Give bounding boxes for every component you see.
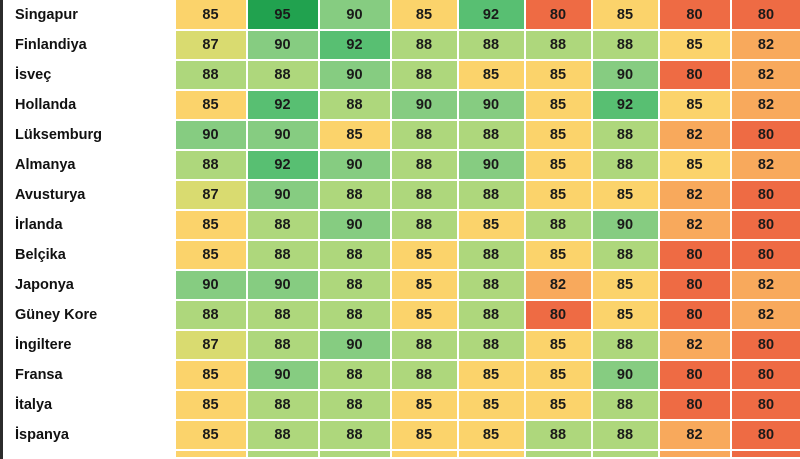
heatmap-cell: 87 [175,330,247,360]
heatmap-cell: 85 [175,390,247,420]
row-label: Belçika [2,240,175,270]
heatmap-cell: 88 [458,30,525,60]
heatmap-cell-partial [525,450,592,458]
heatmap-cell: 88 [319,420,391,450]
heatmap-cell: 88 [319,180,391,210]
row-label: Japonya [2,270,175,300]
heatmap-cell: 88 [319,270,391,300]
heatmap-cell: 90 [247,270,319,300]
heatmap-cell: 88 [391,210,458,240]
heatmap-cell: 85 [391,270,458,300]
heatmap-cell: 88 [247,240,319,270]
heatmap-cell: 80 [731,240,800,270]
row-label: İngiltere [2,330,175,360]
heatmap-cell: 85 [592,180,659,210]
heatmap-cell: 88 [319,300,391,330]
heatmap-cell: 80 [659,300,731,330]
row-label-partial [2,450,175,458]
heatmap-cell-partial [592,450,659,458]
heatmap-cell: 88 [458,300,525,330]
heatmap-cell: 88 [458,330,525,360]
heatmap-cell: 90 [247,360,319,390]
heatmap-cell: 88 [592,390,659,420]
heatmap-cell: 80 [731,420,800,450]
heatmap-cell: 82 [731,300,800,330]
heatmap-row [2,120,800,150]
heatmap-cell: 85 [391,390,458,420]
heatmap-cell: 88 [391,30,458,60]
heatmap-cell: 82 [525,270,592,300]
heatmap-cell: 88 [592,420,659,450]
heatmap-cell: 85 [525,60,592,90]
heatmap-cell: 88 [319,360,391,390]
heatmap-row [2,300,800,330]
heatmap-cell: 92 [247,90,319,120]
heatmap-cell: 80 [731,0,800,30]
heatmap-cell: 85 [525,150,592,180]
heatmap-cell: 88 [247,390,319,420]
heatmap-cell-partial [659,450,731,458]
heatmap-cell: 88 [175,150,247,180]
heatmap-cell: 85 [659,150,731,180]
heatmap-cell: 82 [659,210,731,240]
heatmap-row [2,150,800,180]
heatmap-cell: 85 [175,90,247,120]
heatmap-cell: 80 [731,210,800,240]
heatmap-cell: 88 [592,120,659,150]
heatmap-cell: 88 [458,240,525,270]
heatmap-row [2,210,800,240]
heatmap-cell: 85 [659,30,731,60]
heatmap-cell: 88 [592,240,659,270]
heatmap-cell: 90 [592,360,659,390]
heatmap-cell: 90 [319,210,391,240]
heatmap-cell: 88 [458,270,525,300]
heatmap-cell: 88 [319,240,391,270]
heatmap-row [2,0,800,30]
heatmap-cell: 85 [175,360,247,390]
heatmap-cell: 88 [247,300,319,330]
heatmap-cell: 90 [458,150,525,180]
heatmap-cell: 80 [731,120,800,150]
heatmap-row [2,420,800,450]
heatmap-cell-partial [175,450,247,458]
heatmap-cell: 85 [458,420,525,450]
heatmap-cell: 88 [175,60,247,90]
heatmap-cell: 88 [391,150,458,180]
heatmap-cell: 88 [592,30,659,60]
heatmap-cell: 82 [659,120,731,150]
heatmap-cell: 85 [659,90,731,120]
heatmap-cell: 82 [659,330,731,360]
heatmap-cell: 92 [592,90,659,120]
heatmap-cell-partial [319,450,391,458]
heatmap-cell: 90 [319,0,391,30]
heatmap-cell: 85 [525,180,592,210]
heatmap-row [2,270,800,300]
heatmap-cell: 85 [525,240,592,270]
heatmap-cell: 80 [659,270,731,300]
heatmap-cell: 85 [592,0,659,30]
heatmap-cell: 88 [525,420,592,450]
heatmap-row-partial [2,450,800,458]
heatmap-cell: 80 [659,360,731,390]
heatmap-cell-partial [247,450,319,458]
heatmap-cell: 88 [592,330,659,360]
heatmap-cell: 92 [458,0,525,30]
heatmap-body [2,0,800,458]
heatmap-cell: 82 [659,180,731,210]
heatmap-cell: 85 [458,60,525,90]
heatmap-cell: 90 [319,150,391,180]
heatmap-cell: 88 [391,60,458,90]
heatmap-cell: 85 [175,420,247,450]
heatmap-cell: 85 [391,0,458,30]
heatmap-cell: 92 [319,30,391,60]
heatmap-cell: 90 [319,330,391,360]
heatmap-cell: 80 [731,360,800,390]
heatmap-cell: 90 [319,60,391,90]
heatmap-cell: 85 [525,360,592,390]
heatmap-cell: 88 [391,360,458,390]
row-label: İrlanda [2,210,175,240]
heatmap-cell: 88 [391,180,458,210]
row-label: İspanya [2,420,175,450]
heatmap-cell: 85 [319,120,391,150]
heatmap-cell: 85 [525,330,592,360]
heatmap-cell: 90 [247,120,319,150]
heatmap-cell: 88 [247,60,319,90]
heatmap-cell: 85 [458,360,525,390]
heatmap-cell-partial [391,450,458,458]
heatmap-row [2,330,800,360]
row-label: İsveç [2,60,175,90]
row-label: Lüksemburg [2,120,175,150]
heatmap-cell: 90 [391,90,458,120]
heatmap-cell: 85 [525,90,592,120]
heatmap-cell: 85 [592,270,659,300]
row-label: Singapur [2,0,175,30]
heatmap-cell: 90 [592,60,659,90]
heatmap-cell: 80 [525,0,592,30]
heatmap-cell: 87 [175,30,247,60]
row-label: Almanya [2,150,175,180]
heatmap-cell: 90 [592,210,659,240]
heatmap-cell: 88 [319,90,391,120]
heatmap-cell: 82 [731,270,800,300]
heatmap-cell: 88 [458,180,525,210]
heatmap-cell: 88 [247,210,319,240]
row-label: Avusturya [2,180,175,210]
heatmap-cell: 82 [731,150,800,180]
heatmap-cell: 90 [458,90,525,120]
heatmap-cell: 85 [592,300,659,330]
row-label: Fransa [2,360,175,390]
heatmap-row [2,360,800,390]
heatmap-cell: 88 [391,330,458,360]
heatmap-row [2,390,800,420]
heatmap-cell: 88 [175,300,247,330]
heatmap-cell: 85 [458,210,525,240]
heatmap-cell: 88 [525,30,592,60]
heatmap-cell: 88 [592,150,659,180]
heatmap-row [2,90,800,120]
heatmap-cell: 92 [247,150,319,180]
heatmap-cell: 95 [247,0,319,30]
heatmap-cell: 85 [175,240,247,270]
heatmap-cell: 82 [731,90,800,120]
heatmap-row [2,180,800,210]
heatmap-cell: 82 [659,420,731,450]
heatmap-cell: 85 [175,210,247,240]
heatmap-cell: 88 [247,420,319,450]
heatmap-cell: 85 [525,120,592,150]
heatmap-cell: 85 [391,420,458,450]
heatmap-cell: 80 [659,0,731,30]
heatmap-cell: 82 [731,60,800,90]
heatmap-cell: 82 [731,30,800,60]
heatmap-cell: 85 [391,240,458,270]
heatmap-cell: 85 [525,390,592,420]
heatmap-cell: 80 [659,390,731,420]
row-label: İtalya [2,390,175,420]
row-label: Finlandiya [2,30,175,60]
heatmap-cell: 80 [659,240,731,270]
heatmap-cell: 90 [175,270,247,300]
heatmap-cell: 88 [391,120,458,150]
heatmap-cell: 87 [175,180,247,210]
heatmap-cell: 85 [458,390,525,420]
heatmap-cell: 80 [525,300,592,330]
heatmap-row [2,60,800,90]
heatmap-row [2,240,800,270]
heatmap-cell: 80 [659,60,731,90]
heatmap-row [2,30,800,60]
heatmap-cell: 80 [731,180,800,210]
heatmap-cell: 90 [247,30,319,60]
heatmap-cell-partial [731,450,800,458]
heatmap-cell-partial [458,450,525,458]
heatmap-cell: 90 [175,120,247,150]
heatmap-cell: 90 [247,180,319,210]
heatmap-cell: 85 [175,0,247,30]
heatmap-cell: 88 [525,210,592,240]
heatmap-cell: 88 [319,390,391,420]
heatmap-cell: 80 [731,330,800,360]
heatmap-cell: 88 [458,120,525,150]
row-label: Güney Kore [2,300,175,330]
heatmap-cell: 80 [731,390,800,420]
heatmap-cell: 88 [247,330,319,360]
heatmap-cell: 85 [391,300,458,330]
row-label: Hollanda [2,90,175,120]
